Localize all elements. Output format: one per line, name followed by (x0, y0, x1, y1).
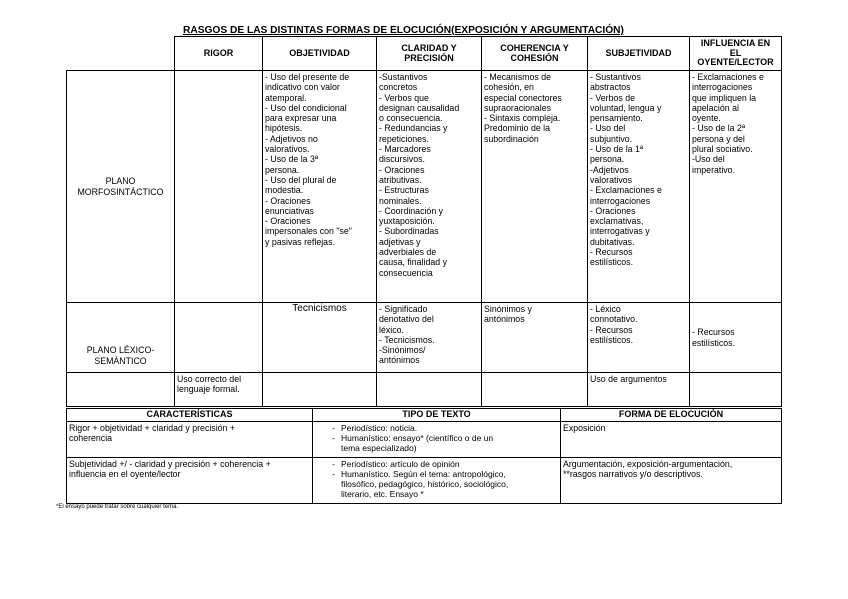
cell-line: - Recursos (590, 247, 633, 258)
cell-line: yuxtaposición. (379, 216, 435, 227)
cell-line: causa, finalidad y (379, 257, 447, 268)
cell-line: hipótesis. (265, 123, 303, 134)
cell-line: - Recursos (692, 327, 735, 338)
cell-line: - Subordinadas (379, 226, 439, 237)
cell-line: antónimos (379, 355, 420, 366)
cell-lexico-claridad (377, 303, 482, 373)
cell-line: abstractos (590, 82, 631, 93)
cell-line: subjuntivo. (590, 133, 633, 144)
cell-extra-coherencia (482, 373, 588, 407)
cell-morfo-influencia (690, 71, 782, 303)
cell-extra-claridad (377, 373, 482, 407)
cell-line: para expresar una (265, 113, 337, 124)
cell-line: - Sustantivos (590, 72, 641, 82)
cell-morfo-rigor (175, 71, 263, 303)
bullet-dash: - (332, 458, 335, 469)
cell-line: - Verbos de (590, 92, 635, 103)
cell-line: lenguaje formal. (177, 384, 240, 395)
cell-extra-objetividad (263, 373, 377, 407)
cell-line: o consecuencia. (379, 113, 443, 124)
cell-line: **rasgos narrativos y/o descriptivos. (563, 468, 703, 479)
cell-line: Exposición (563, 422, 606, 433)
forma-exposicion (561, 421, 782, 457)
header-influencia: INFLUENCIA EN EL OYENTE/LECTOR (690, 37, 782, 71)
cell-line: apelación al (692, 102, 739, 113)
cell-line: interrogativas y (590, 226, 650, 237)
tipo-texto-argumentacion (313, 457, 561, 503)
cell-extra-label (67, 373, 175, 407)
tipos-texto-table (66, 408, 782, 504)
cell-line: consecuencia (379, 267, 433, 278)
cell-line: estilísticos. (692, 337, 736, 348)
cell-line: y pasivas reflejas. (265, 236, 335, 247)
cell-line: Uso correcto del (177, 374, 242, 384)
cell-line: discursivos. (379, 154, 425, 165)
cell-line: persona. (590, 154, 625, 165)
cell-line: interrogaciones (590, 195, 651, 206)
cell-line: - Oraciones (590, 205, 636, 216)
cell-line: persona y del (692, 133, 745, 144)
cell-line: interrogaciones (692, 82, 753, 93)
cell-line: estilísticos. (590, 257, 634, 268)
cell-lexico-influencia (690, 303, 782, 373)
cell-line: - Verbos que (379, 92, 429, 103)
tipo-text: filosófico, pedagógico, histórico, sociológico, (341, 479, 509, 490)
cell-line: supraoracionales (484, 102, 551, 113)
cell-morfo-claridad (377, 71, 482, 303)
cell-line: -Sinónimos/ (379, 345, 426, 356)
cell-line: impersonales con "se" (265, 226, 352, 237)
cell-line: que impliquen la (692, 92, 757, 103)
tipo-text: Periodístico: artículo de opinión (341, 458, 460, 469)
cell-line: - Exclamaciones e (692, 72, 764, 82)
cell-line: concretos (379, 82, 418, 93)
tipo-text: Humanístico. Según el tema: antropológico, (341, 468, 506, 479)
cell-line: valorativos. (265, 144, 310, 155)
rasgos-table (66, 36, 782, 407)
cell-line: - Uso del presente de (265, 72, 350, 82)
header-coherencia: COHERENCIA Y COHESIÓN (482, 37, 588, 71)
header-rigor: RIGOR (175, 37, 263, 71)
footnote: *El ensayo puede tratar sobre cualquier tema. (56, 504, 179, 510)
cell-line: antónimos (484, 314, 525, 325)
bullet-dash: - (332, 422, 335, 433)
tipo-text: Humanístico: ensayo* (científico o de un (341, 432, 494, 443)
row-label-morfosintactico: PLANO MORFOSINTÁCTICO (67, 71, 175, 303)
cell-morfo-subjetividad (588, 71, 690, 303)
tipo-texto-exposicion (313, 421, 561, 457)
cell-line: - Estructuras (379, 185, 429, 196)
cell-line: nominales. (379, 195, 422, 206)
cell-line: influencia en el oyente/lector (69, 468, 181, 479)
tipo-text: Periodístico: noticia. (341, 422, 418, 433)
tipo-line (315, 433, 558, 443)
cell-line: voluntad, lengua y (590, 102, 662, 113)
caracteristicas-argumentacion (67, 457, 313, 503)
cell-line: - Marcadores (379, 144, 431, 155)
cell-morfo-objetividad (263, 71, 377, 303)
cell-line: - Significado (379, 304, 428, 314)
cell-line: Rigor + objetividad + claridad y precisión + (69, 422, 236, 433)
cell-extra-influencia (690, 373, 782, 407)
cell-extra-rigor (175, 373, 263, 407)
tipo-line (315, 479, 558, 489)
cell-line: oyente. (692, 113, 721, 124)
cell-line: Sinónimos y (484, 304, 532, 314)
cell-line: cohesión, en (484, 82, 534, 93)
page-title: RASGOS DE LAS DISTINTAS FORMAS DE ELOCUCIÓN(EXPOSICIÓN Y ARGUMENTACIÓN) (183, 25, 624, 36)
cell-line: - Uso de la 2ª (692, 123, 746, 134)
cell-line: plural sociativo. (692, 144, 753, 155)
tipo-line (315, 489, 558, 499)
cell-line: adverbiales de (379, 247, 437, 258)
cell-lexico-subjetividad (588, 303, 690, 373)
cell-line: dubitativas. (590, 236, 635, 247)
header-forma-elocucion: FORMA DE ELOCUCIÓN (561, 409, 782, 422)
cell-line: indicativo con valor (265, 82, 340, 93)
cell-line: - Redundancias y (379, 123, 448, 134)
cell-line: - Uso de la 1ª (590, 144, 644, 155)
cell-line: - Oraciones (265, 195, 311, 206)
forma-argumentacion (561, 457, 782, 503)
cell-line: - Uso del (590, 123, 626, 134)
cell-lexico-rigor (175, 303, 263, 373)
cell-line: - Uso del plural de (265, 174, 337, 185)
cell-line: Subjetividad +/ - claridad y precisión + coherencia + (69, 458, 271, 469)
cell-line: coherencia (69, 432, 113, 443)
tipo-line (315, 423, 558, 433)
cell-line: subordinación (484, 133, 539, 144)
cell-line: atemporal. (265, 92, 307, 103)
cell-line: estilísticos. (590, 334, 634, 345)
tipo-line (315, 443, 558, 453)
cell-line: - Uso del condicional (265, 102, 347, 113)
cell-line: modestia. (265, 185, 304, 196)
cell-line: denotativo del (379, 314, 434, 325)
caracteristicas-exposicion (67, 421, 313, 457)
cell-lexico-objetividad: Tecnicismos (263, 303, 377, 373)
header-tipo-texto: TIPO DE TEXTO (313, 409, 561, 422)
cell-line: -Sustantivos (379, 72, 428, 82)
header-subjetividad: SUBJETIVIDAD (588, 37, 690, 71)
bullet-dash: - (332, 468, 335, 479)
cell-line: valorativos (590, 174, 633, 185)
cell-line: -Adjetivos (590, 164, 629, 175)
bullet-dash: - (332, 432, 335, 443)
tipo-line (315, 469, 558, 479)
tipo-line (315, 459, 558, 469)
cell-line: - Tecnicismos. (379, 334, 435, 345)
cell-line: atributivas. (379, 174, 422, 185)
cell-line: imperativo. (692, 164, 736, 175)
cell-line: - Oraciones (379, 164, 425, 175)
cell-extra-subjetividad: Uso de argumentos (588, 373, 690, 407)
cell-line: exclamativas, (590, 216, 644, 227)
cell-line: - Recursos (590, 324, 633, 335)
cell-line: Predominio de la (484, 123, 551, 134)
cell-line: repeticiones. (379, 133, 429, 144)
header-caracteristicas: CARACTERÍSTICAS (67, 409, 313, 422)
cell-line: - Exclamaciones e (590, 185, 662, 196)
header-objetividad: OBJETIVIDAD (263, 37, 377, 71)
corner-cell (67, 37, 175, 71)
cell-line: - Adjetivos no (265, 133, 318, 144)
cell-line: - Coordinación y (379, 205, 444, 216)
header-claridad: CLARIDAD Y PRECISIÓN (377, 37, 482, 71)
cell-line: pensamiento. (590, 113, 643, 124)
cell-line: designan causalidad (379, 102, 460, 113)
cell-line: connotativo. (590, 314, 638, 325)
cell-line: adjetivas y (379, 236, 421, 247)
cell-line: Argumentación, exposición-argumentación, (563, 458, 733, 469)
cell-line: - Uso de la 3ª (265, 154, 319, 165)
tipo-text: literario, etc. Ensayo * (341, 489, 424, 500)
cell-line: - Oraciones (265, 216, 311, 227)
cell-line: persona. (265, 164, 300, 175)
tipo-text: tema especializado) (341, 443, 417, 454)
row-label-lexico-semantico: PLANO LÉXICO- SEMÁNTICO (67, 303, 175, 373)
cell-line: - Mecanismos de (484, 72, 551, 82)
cell-morfo-coherencia (482, 71, 588, 303)
cell-line: - Sintaxis compleja. (484, 113, 561, 124)
cell-line: especial conectores (484, 92, 562, 103)
cell-line: -Uso del (692, 154, 725, 165)
cell-line: - Léxico (590, 304, 621, 314)
cell-line: léxico. (379, 324, 404, 335)
cell-line: enunciativas (265, 205, 314, 216)
cell-lexico-coherencia (482, 303, 588, 373)
